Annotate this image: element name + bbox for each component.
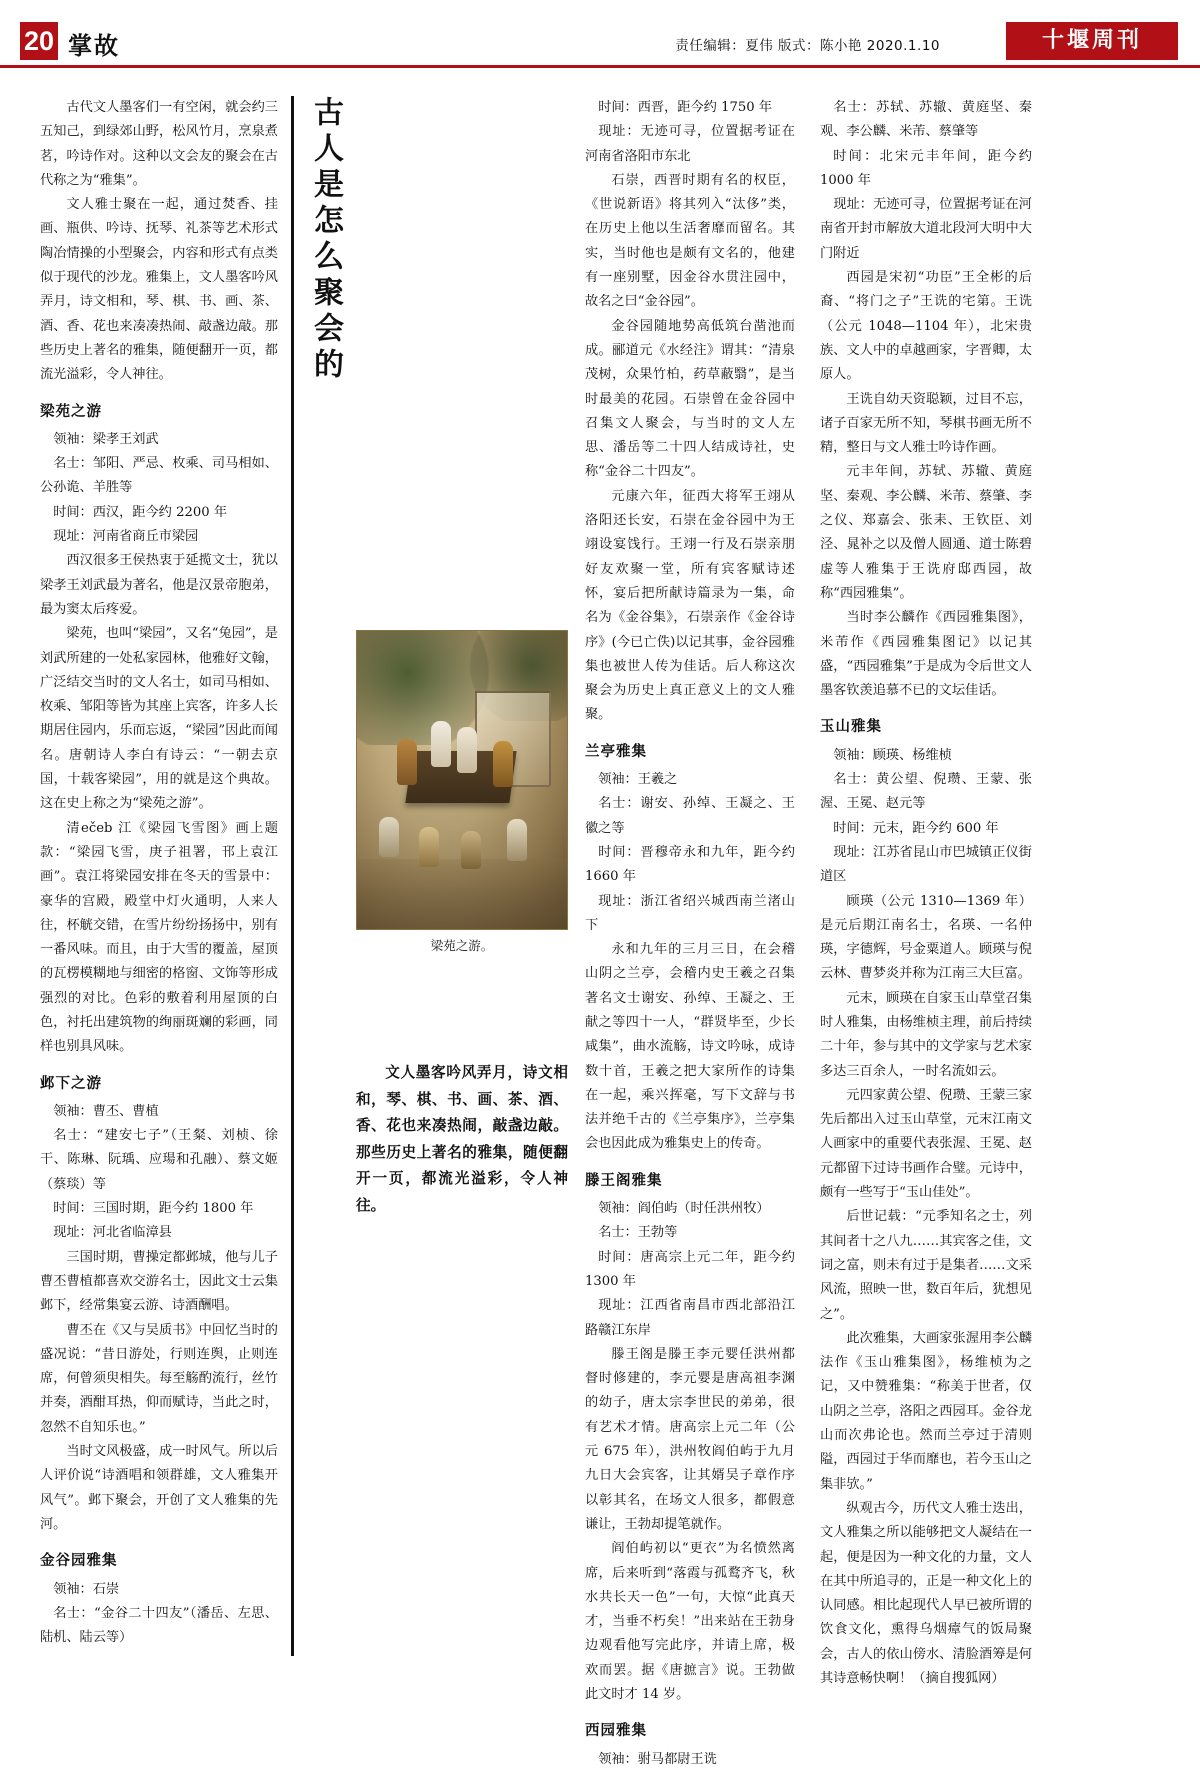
meta-line: 时间：晋穆帝永和九年，距今约 1660 年: [585, 844, 795, 885]
subhead-xiyuan: 西园雅集: [585, 1722, 647, 1740]
meta-line: 领袖：曹丕、曹植: [53, 1103, 159, 1119]
section-title: 掌故: [68, 32, 120, 60]
subhead-jinguyuan: 金谷园雅集: [40, 1552, 118, 1570]
figure-person: [419, 827, 439, 867]
paragraph: 文人雅士聚在一起，通过焚香、挂画、瓶供、吟诗、抚琴、礼茶等艺术形式陶冶情操的小型聚会，内容和形式有点类似于现代的沙龙。雅集上，文人墨客吟风弄月，诗文相和，琴、棋、书、画、茶、酒、香、花也来凑凑热闹、敲盏边敲。那些历史上著名的雅集，随便翻开一页，都流光溢彩，令人神往。: [40, 197, 278, 383]
ground-area: [357, 859, 568, 929]
paragraph: 王诜自幼天资聪颖，过目不忘，诸子百家无所不知，琴棋书画无所不精，整日与文人雅士吟诗作画。: [820, 391, 1032, 456]
text-column-1: [40, 96, 278, 1650]
meta-line: 现址：河南省商丘市梁园: [53, 529, 199, 545]
meta-line: 领袖：顾瑛、杨维桢: [833, 747, 952, 763]
paragraph: 后世记载：“元季知名之士，列其间者十之八九……其宾客之佳，文词之富，则未有过于是集者……文采风流，照映一世，数百年后，犹想见之”。: [820, 1209, 1032, 1322]
figure-person: [507, 819, 527, 861]
meta-line: 名士：黄公望、倪瓒、王蒙、张渥、王冕、赵元等: [820, 772, 1032, 812]
subhead-liangyuan: 梁苑之游: [40, 402, 102, 420]
figure-caption: 梁苑之游。: [430, 938, 494, 953]
paragraph: 阎伯屿初以“更衣”为名愤然离席，后来听到“落霞与孤鹜齐飞，秋水共长天一色”一句，大惊“此真天才，当垂不朽矣！”出来站在王勃身边观看他写完此序，并请上席，极欢而罢。据《唐摭言》说。王勃做此文时才 14 岁。: [585, 1541, 795, 1702]
article-figure: [356, 630, 568, 954]
meta-line: 名士：王勃等: [598, 1225, 678, 1241]
paragraph: 元末，顾瑛在自家玉山草堂召集时人雅集，由杨维桢主理，前后持续二十年，参与其中的文学家与艺术家多达三百余人，一时名流如云。: [820, 990, 1032, 1079]
paragraph: 曹丕在《又与吴质书》中回忆当时的盛况说：“昔日游处，行则连舆，止则连席，何曾须臾相失。每至觞酌流行，丝竹并奏，酒酣耳热，仰而赋诗，当此之时，忽然不自知乐也。”: [40, 1322, 278, 1435]
paragraph: 三国时期，曹操定都邺城，他与儿子曹丕曹植都喜欢交游名士，因此文士云集邺下，经常集宴云游、诗酒酬唱。: [40, 1249, 278, 1314]
figure-person: [397, 739, 417, 785]
paragraph: 梁苑，也叫“梁园”，又名“兔园”，是刘武所建的一处私家园林，他雅好文翰，广泛结交当时的文人名士，如司马相如、枚乘、邹阳等皆为其座上宾客，许多人长期居住园内，乐而忘返，“梁园”因此而闻名。唐朝诗人李白有诗云：“一朝去京国，十载客梁园”，用的就是这个典故。这在史上称之为“梁苑之游”。: [40, 626, 278, 812]
paragraph: 永和九年的三月三日，在会稽山阴之兰亭，会稽内史王羲之召集著名文士谢安、孙绰、王凝之、王献之等四十一人，“群贤毕至，少长咸集”，曲水流觞，诗文吟咏，成诗数十首，王羲之把大家所作的诗集在一起，乘兴挥毫，写下文辞与书法并绝千古的《兰亭集序》，兰亭集会也因此成为雅集史上的传奇。: [585, 942, 795, 1152]
meta-line: 名士：谢安、孙绰、王凝之、王徽之等: [585, 796, 795, 836]
painting-image: [356, 630, 568, 930]
paragraph: 古代文人墨客们一有空闲，就会约三五知己，到绿郊山野，松风竹月，烹泉煮茗，吟诗作对。这种以文会友的聚会在古代称之为“雅集”。: [40, 100, 278, 188]
column-divider: [291, 96, 294, 1656]
meta-line: 现址：无迹可寻，位置据考证在河南省洛阳市东北: [585, 124, 795, 164]
meta-line: 领袖：石崇: [53, 1581, 120, 1597]
page-number: 20: [20, 22, 58, 60]
meta-line: 时间：西晋，距今约 1750 年: [598, 100, 773, 115]
meta-line: 时间：唐高宗上元二年，距今约 1300 年: [585, 1249, 795, 1289]
subhead-lanting: 兰亭雅集: [585, 742, 647, 760]
paragraph: 石崇，西晋时期有名的权臣，《世说新语》将其列入“汰侈”类，在历史上他以生活奢靡而留名。其实，当时他也是颇有文名的，他建有一座别墅，因金谷水贯注园中，故名之曰“金谷园”。: [585, 172, 795, 310]
meta-line: 现址：江苏省昆山市巴城镇正仪街道区: [820, 844, 1032, 885]
paragraph: 纵观古今，历代文人雅士迭出，文人雅集之所以能够把文人凝结在一起，便是因为一种文化的力量，文人在其中所追寻的，正是一种文化上的认同感。相比起现代人早已被所谓的饮食文化，熏得乌烟瘴气的饭局聚会，古人的依山傍水、清脸酒筹是何其诗意畅快啊！（摘自搜狐网）: [820, 1500, 1032, 1686]
paragraph: 滕王阁是滕王李元婴任洪州都督时修建的，李元婴是唐高祖李渊的幼子，唐太宗李世民的弟弟，很有艺术才情。唐高宗上元二年（公元 675 年），洪州牧阎伯屿于九月九日大会宾客，让其婿吴子章作序以彰其名，在场文人很多，都假意谦让，王勃却提笔就作。: [585, 1346, 795, 1532]
meta-line: 领袖：阎伯屿（时任洪州牧）: [598, 1201, 770, 1217]
subhead-yushan: 玉山雅集: [820, 718, 882, 736]
figure-person: [457, 727, 477, 773]
meta-line: 名士：苏轼、苏辙、黄庭坚、秦观、李公麟、米芾、蔡肇等: [820, 100, 1032, 140]
meta-line: 时间：三国时期，距今约 1800 年: [53, 1201, 254, 1217]
figure-person: [431, 721, 451, 767]
page-title: 古人是怎么聚会的: [308, 96, 343, 384]
meta-line: 现址：河北省临漳县: [53, 1225, 172, 1241]
text-column-3: [585, 96, 795, 1772]
paragraph: 西汉很多王侯热衷于延揽文士，犹以梁孝王刘武最为著名，他是汉景帝胞弟，最为窦太后疼爱。: [40, 553, 278, 617]
paragraph: 当时文风极盛，成一时风气。所以后人评价说“诗酒唱和领群雄，文人雅集开风气”。邺下聚会，开创了文人雅集的先河。: [40, 1444, 278, 1532]
meta-line: 名士：“建安七子”（王粲、刘桢、徐干、陈琳、阮瑀、应瑒和孔融）、蔡文姬（蔡琰）等: [40, 1128, 278, 1192]
meta-line: 时间：北宋元丰年间，距今约 1000 年: [820, 148, 1032, 188]
masthead: [0, 0, 1200, 68]
meta-line: 领袖：王羲之: [598, 772, 678, 788]
meta-line: 名士：邹阳、严忌、枚乘、司马相如、公孙诡、羊胜等: [40, 456, 278, 496]
subhead-tengwangge: 滕王阁雅集: [585, 1171, 663, 1189]
meta-line: 现址：江西省南昌市西北部沿江路赣江东岸: [585, 1298, 795, 1338]
subhead-yexia: 邺下之游: [40, 1074, 102, 1092]
meta-line: 名士：“金谷二十四友”（潘岳、左思、陆机、陆云等）: [40, 1605, 278, 1646]
editor-credits: 责任编辑：夏伟 版式：陈小艳 2020.1.10: [675, 38, 940, 54]
meta-line: 时间：元末，距今约 600 年: [833, 820, 999, 836]
paragraph: 当时李公麟作《西园雅集图》，米芾作《西园雅集图记》以记其盛，“西园雅集”于是成为令后世文人墨客钦羡追慕不已的文坛佳话。: [820, 610, 1032, 699]
paragraph: 清ečeb 江《梁园飞雪图》画上题款：“梁园飞雪，庚子祖署，邗上袁江画”。袁江将梁园安排在冬天的雪景中：豪华的宫殿，殿堂中灯火通明，人来人往，杯觥交错，在雪片纷纷扬扬中，别有一番风味。而且，由于大雪的覆盖，屋顶的瓦楞模糊地与细密的格窗、文饰等形成强烈的对比。色彩的敷着利用屋顶的白色，衬托出建筑物的绚丽斑斓的彩画，同样也别具风味。: [40, 820, 278, 1055]
meta-line: 领袖：梁孝王刘武: [53, 431, 159, 447]
paragraph: 金谷园随地势高低筑台凿池而成。郦道元《水经注》谓其：“清泉茂树，众果竹柏，药草蔽翳”，是当时最美的花园。石崇曾在金谷园中召集文人聚会，与当时的文人左思、潘岳等二十四人结成诗社，史称“金谷二十四友”。: [585, 318, 795, 480]
figure-person: [493, 741, 513, 787]
paragraph: 此次雅集，大画家张渥用李公麟法作《玉山雅集图》，杨维桢为之记，又中赞雅集：“称美于世者，仅山阴之兰亭，洛阳之西园耳。金谷龙山而次弗论也。然而兰亭过于清则隘，西园过于华而靡也，若今玉山之集非欤。”: [820, 1330, 1032, 1492]
paragraph: 顾瑛（公元 1310—1369 年）是元后期江南名士，名瑛、一名仲瑛，字德辉，号金粟道人。顾瑛与倪云林、曹梦炎并称为江南三大巨富。: [820, 893, 1032, 982]
meta-line: 现址：浙江省绍兴城西南兰渚山下: [585, 893, 795, 933]
figure-person: [379, 817, 399, 857]
paragraph: 西园是宋初“功臣”王全彬的后裔、“将门之子”王诜的宅第。王诜（公元 1048—1104 年），北宋贵族、文人中的卓越画家，字晋卿，太原人。: [820, 270, 1032, 383]
meta-line: 现址：无迹可寻，位置据考证在河南省开封市解放大道北段河大明中大门附近: [820, 197, 1032, 261]
publication-logo: 十堰周刊: [1006, 22, 1178, 60]
paragraph: 元丰年间，苏轼、苏辙、黄庭坚、秦观、李公麟、米芾、蔡肇、李之仪、郑嘉会、张耒、王钦臣、刘泾、晁补之以及僧人圆通、道士陈碧虚等人雅集于王诜府邸西园，故称“西园雅集”。: [820, 464, 1032, 601]
text-column-4: [820, 96, 1032, 1691]
paragraph: 元四家黄公望、倪瓒、王蒙三家先后都出入过玉山草堂，元末江南文人画家中的重要代表张渥、王冕、赵元都留下过诗书画作合璧。元诗中，颇有一些写于“玉山佳处”。: [820, 1087, 1032, 1201]
paragraph: 元康六年，征西大将军王翊从洛阳还长安，石崇在金谷园中为王翊设宴饯行。王翊一行及石崇亲朋好友欢聚一堂，所有宾客赋诗述怀，宴后把所献诗篇录为一集，命名为《金谷集》，石崇亲作《金谷诗序》(今已亡佚)以记其事，金谷园雅集也被世人传为佳话。后人称这次聚会为历史上真正意义上的文人雅聚。: [585, 488, 795, 723]
pull-quote: 文人墨客吟风弄月，诗文相和，琴、棋、书、画、茶、酒、香、花也来凑热闹，敲盏边敲。那些历史上著名的雅集，随便翻开一页，都流光溢彩，令人神往。: [356, 1064, 568, 1214]
figure-person: [461, 831, 481, 869]
meta-line: 领袖：驸马都尉王诜: [598, 1751, 717, 1767]
meta-line: 时间：西汉，距今约 2200 年: [53, 504, 228, 520]
